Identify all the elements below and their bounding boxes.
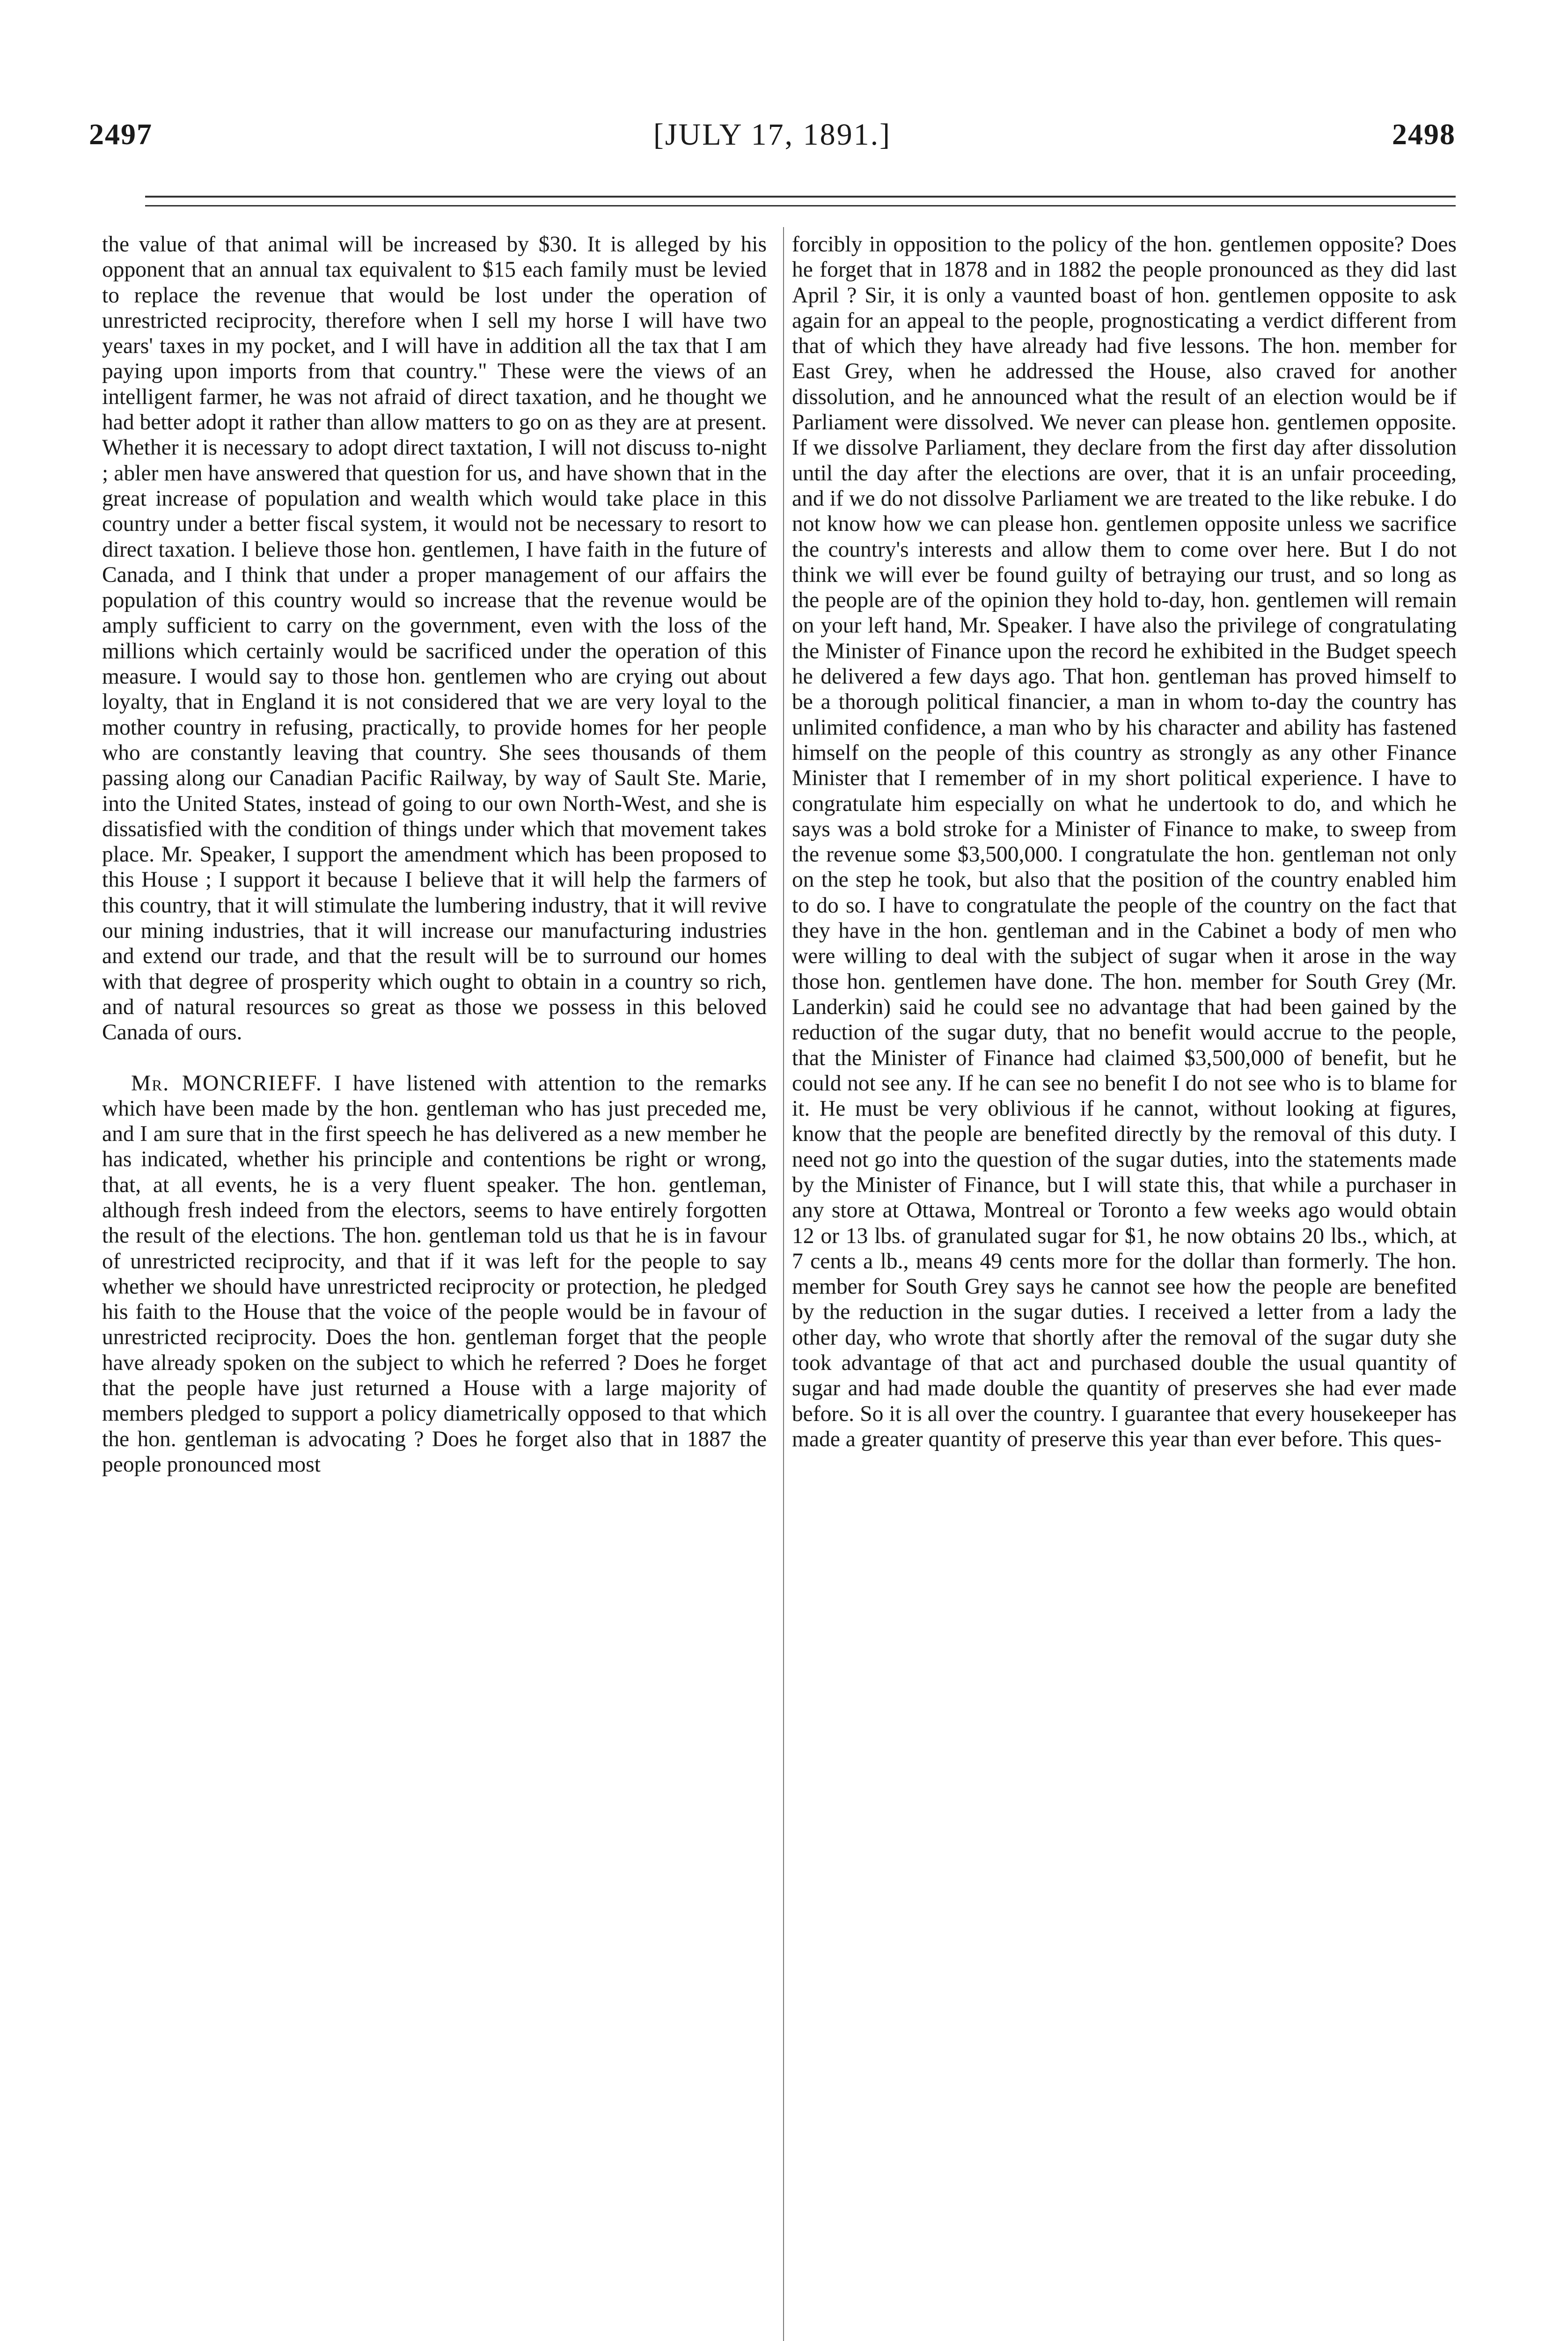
left-column xyxy=(102,232,767,1477)
column-divider xyxy=(783,227,784,2341)
right-paragraph-1: forcibly in opposition to the policy of the hon. gentlemen opposite? Does he forget that in 1878 and in 1882 the people pronounced as they did last April ? Sir, it is only a vaunted boast of hon. gentlemen opposite to ask again for an appeal to the people, prognosticating a verdict different from that of which they have already had five lessons. The hon. member for East Grey, when he addressed the House, also craved for another dissolution, and he announced what the result of an election would be if Parliament were dissolved. We never can please hon. gentlemen opposite. If we dissolve Parliament, they declare from the first day after dissolution until the day after the elections are over, that it is an unfair proceeding, and if we do not dissolve Parliament we are treated to the like rebuke. I do not know how we can please hon. gentlemen opposite unless we sacrifice the country's interests and allow them to come over here. But I do not think we will ever be found guilty of betraying our trust, and so long as the people are of the opinion they hold to-day, hon. gentlemen will remain on your left hand, Mr. Speaker. I have also the privilege of congratulating the Minister of Finance upon the record he exhibited in the Budget speech he delivered a few days ago. That hon. gentleman has proved himself to be a thorough political financier, a man in whom to-day the country has unlimited confidence, a man who by his character and ability has fastened himself on the people of this country as strongly as any other Finance Minister that I remember of in my short political experience. I have to congratulate him especially on what he undertook to do, and which he says was a bold stroke for a Minister of Finance to make, to sweep from the revenue some $3,500,000. I congratulate the hon. gentleman not only on the step he took, but also that the position of the country enabled him to do so. I have to congratulate the people of the country on the fact that they have in the hon. gentleman and in the Cabinet a body of men who were willing to deal with the subject of sugar when it arose in the way those hon. gentlemen have done. The hon. member for South Grey (Mr. Landerkin) said he could see no advantage that had been gained by the reduction of the sugar duty, that no benefit would accrue to the people, that the Minister of Finance had claimed $3,500,000 of benefit, but he could not see any. If he can see no benefit I do not see who is to blame for it. He must be very oblivious if he cannot, without looking at figures, know that the people are benefited directly by the removal of this duty. I need not go into the question of the sugar duties, into the statements made by the Minister of Finance, but I will state this, that while a purchaser in any store at Ottawa, Montreal or Toronto a few weeks ago would obtain 12 or 13 lbs. of granulated sugar for $1, he now obtains 20 lbs., which, at 7 cents a lb., means 49 cents more for the dollar than formerly. The hon. member for South Grey says he cannot see how the people are benefited by the reduction in the sugar duties. I received a letter from a lady the other day, who wrote that shortly after the removal of the sugar duty she took advantage of that act and purchased double the usual quantity of sugar and had made double the quantity of preserves she had ever made before. So it is all over the country. I guarantee that every housekeeper has made a greater quantity of preserve this year than ever before. This ques- xyxy=(792,232,1457,1451)
left-paragraph-2: I have listened with attention to the remarks which have been made by the hon. gentleman who has just preceded me, and I am sure that in the first speech he has delivered as a new member he has indicated, whether his principle and contentions be right or wrong, that, at all events, he is a very fluent speaker. The hon. gentleman, although fresh indeed from the electors, seems to have entirely forgotten the result of the elections. The hon. gentleman told us that he is in favour of unrestricted reciprocity, and that if it was left for the people to say whether we should have unrestricted reciprocity or protection, he pledged his faith to the House that the voice of the people would be in favour of unrestricted reciprocity. Does the hon. gentleman forget that the people have already spoken on the subject to which he referred ? Does he forget that the people have just returned a House with a large majority of members pledged to support a policy diametrically opposed to that which the hon. gentleman is advocating ? Does he forget also that in 1887 the people pronounced most xyxy=(102,1071,767,1477)
page-date: [JULY 17, 1891.] xyxy=(653,118,892,152)
left-paragraph-1: the value of that animal will be increased by $30. It is alleged by his opponent that an annual tax equivalent to $15 each family must be levied to replace the revenue that would be lost under the operation of unrestricted reciprocity, therefore when I sell my horse I will have two years' taxes in my pocket, and I will have in addition all the tax that I am paying upon imports from that country." These were the views of an intelligent farmer, he was not afraid of direct taxation, and he thought we had better adopt it rather than allow matters to go on as they are at present. Whether it is necessary to adopt direct taxtation, I will not discuss to-night ; abler men have answered that question for us, and have shown that in the great increase of population and wealth which would take place in this country under a better fiscal system, it would not be necessary to resort to direct taxation. I believe those hon. gentlemen, I have faith in the future of Canada, and I think that under a proper management of our affairs the population of this country would so increase that the revenue would be amply sufficient to carry on the government, even with the loss of the millions which certainly would be sacrificed under the operation of this measure. I would say to those hon. gentlemen who are crying out about loyalty, that in England it is not considered that we are very loyal to the mother country in refusing, practically, to provide homes for her people who are constantly leaving that country. She sees thousands of them passing along our Canadian Pacific Railway, by way of Sault Ste. Marie, into the United States, instead of going to our own North-West, and she is dissatisfied with the condition of things under which that movement takes place. Mr. Speaker, I support the amendment which has been proposed to this House ; I support it because I believe that it will help the farmers of this country, that it will stimulate the lumbering industry, that it will revive our mining industries, that it will increase our manufacturing industries and extend our trade, and that the result will be to surround our homes with that degree of prosperity which ought to obtain in a country so rich, and of natural resources so great as those we possess in this beloved Canada of ours. xyxy=(102,232,767,1045)
moncrieff-speech xyxy=(102,1071,767,1478)
left-page-number: 2497 xyxy=(89,118,153,151)
right-page-number: 2498 xyxy=(1392,118,1456,151)
speaker-name: Mr. MONCRIEFF. xyxy=(131,1071,322,1096)
header-rule-top xyxy=(145,196,1456,198)
page-header xyxy=(89,117,1456,169)
right-column xyxy=(792,232,1457,1452)
header-rule-bottom xyxy=(145,205,1456,206)
